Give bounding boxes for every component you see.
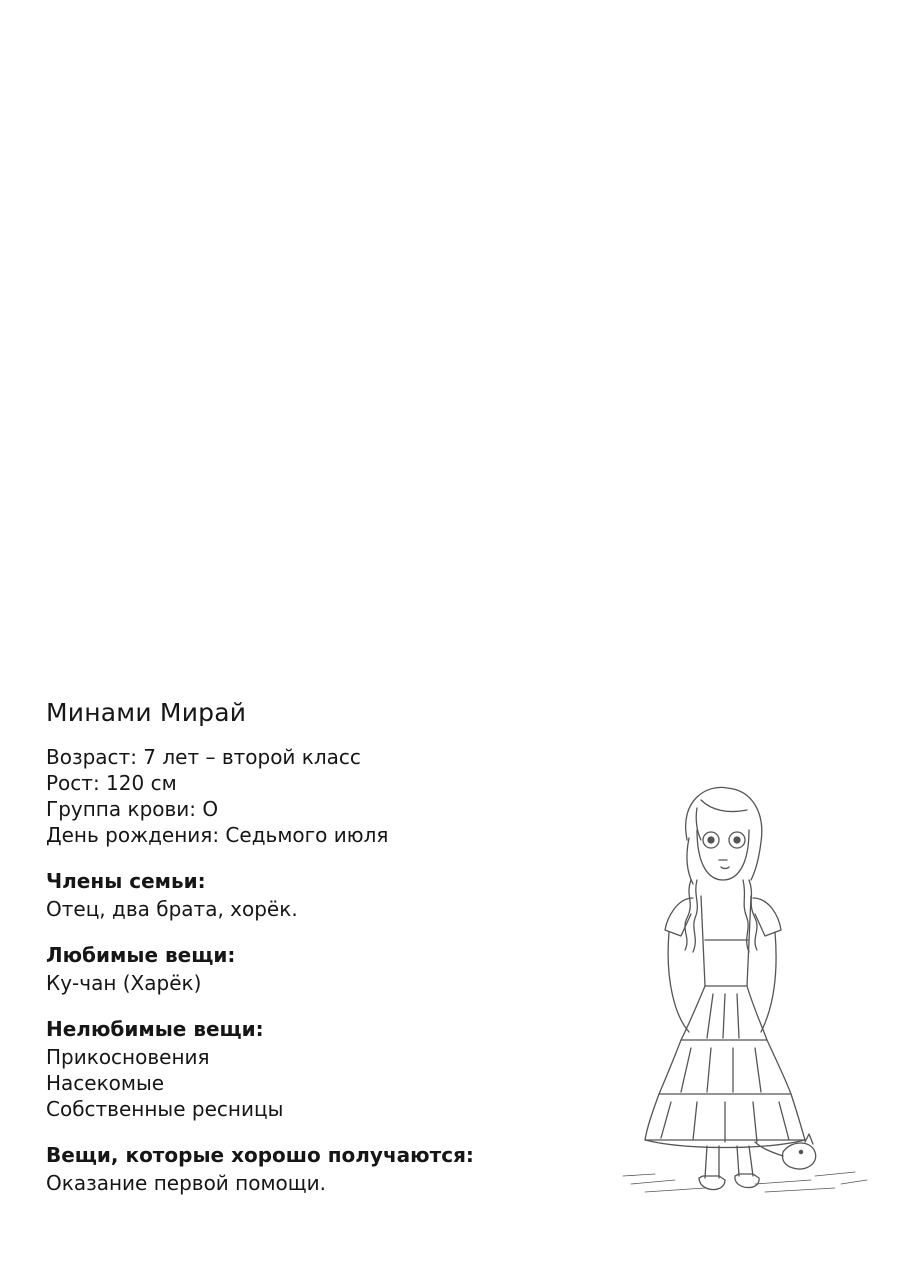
section-skills (46, 1140, 606, 1196)
section-likes-heading: Любимые вещи: (46, 943, 236, 967)
section-family (46, 866, 606, 922)
stat-birthday: День рождения: Седьмого июля (46, 823, 389, 847)
section-skills-heading: Вещи, которые хорошо получаются: (46, 1143, 474, 1167)
section-family-heading: Члены семьи: (46, 869, 206, 893)
character-profile (46, 696, 606, 1196)
girl-sketch-illustration (615, 780, 875, 1200)
section-dislikes-item: Насекомые (46, 1071, 165, 1095)
section-family-item: Отец, два брата, хорёк. (46, 897, 298, 921)
stat-age: Возраст: 7 лет – второй класс (46, 745, 361, 769)
character-name: Минами Мирай (46, 698, 247, 727)
section-likes-item: Ку-чан (Харёк) (46, 971, 202, 995)
section-likes (46, 940, 606, 996)
stat-height: Рост: 120 см (46, 771, 177, 795)
section-dislikes (46, 1014, 606, 1122)
section-dislikes-heading: Нелюбимые вещи: (46, 1017, 264, 1041)
stats-block (46, 744, 606, 848)
stat-blood-type: Группа крови: О (46, 797, 219, 821)
section-dislikes-item: Прикосновения (46, 1045, 210, 1069)
section-dislikes-item: Собственные ресницы (46, 1097, 284, 1121)
section-skills-item: Оказание первой помощи. (46, 1171, 326, 1195)
